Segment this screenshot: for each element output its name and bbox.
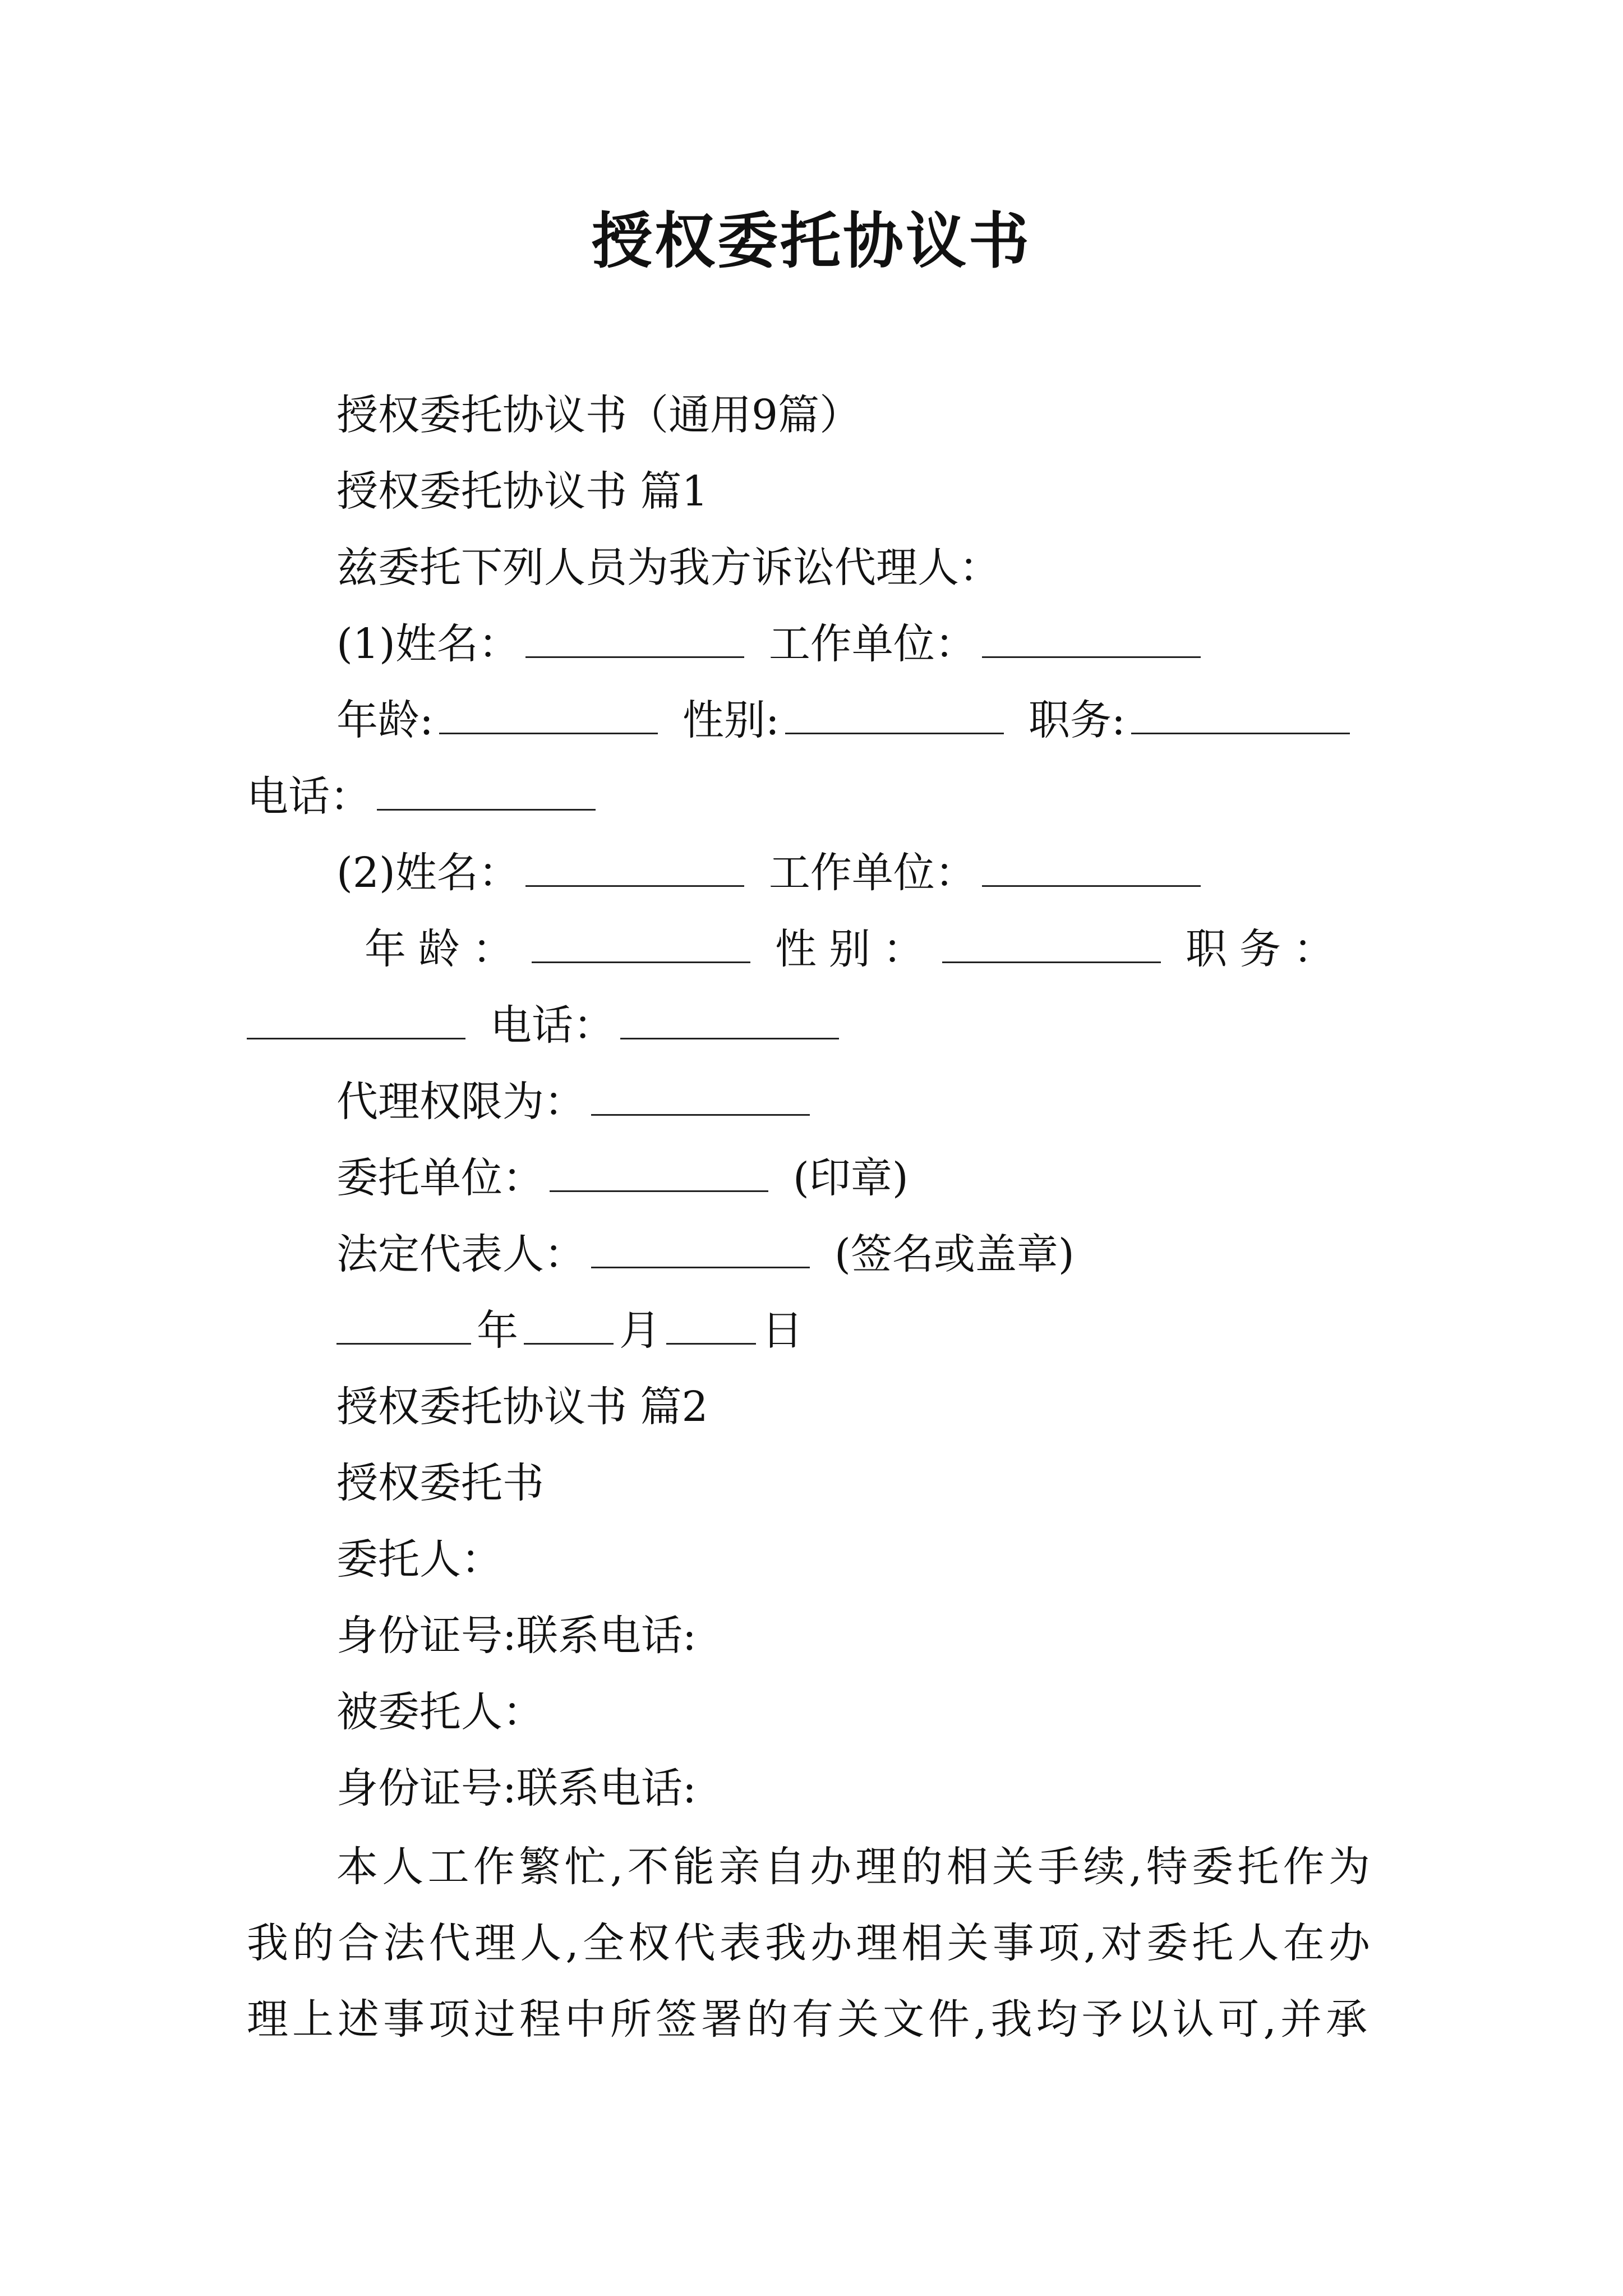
person1-row1 xyxy=(336,616,1206,672)
entrusting-unit-field[interactable] xyxy=(550,1151,768,1192)
section1-heading: 授权委托协议书 篇1 xyxy=(336,467,708,516)
person2-row3 xyxy=(247,997,845,1053)
person2-name-label: (2)姓名： xyxy=(336,849,520,897)
document-subtitle: 授权委托协议书（通用9篇） xyxy=(336,391,861,439)
person1-gender-field[interactable] xyxy=(785,693,1004,734)
person1-phone-field[interactable] xyxy=(377,770,596,811)
section2-heading: 授权委托协议书 篇2 xyxy=(336,1383,708,1431)
person2-phone-label: 电话： xyxy=(490,1001,615,1050)
person2-unit-label: 工作单位： xyxy=(768,849,976,897)
legal-rep-row xyxy=(336,1226,1075,1282)
date-day-label: 日 xyxy=(762,1306,803,1355)
person1-unit-field[interactable] xyxy=(982,617,1201,658)
agent-id-phone: 身份证号:联系电话: xyxy=(336,1764,697,1812)
date-year-label: 年 xyxy=(477,1306,518,1355)
person2-gender-field[interactable] xyxy=(942,922,1161,963)
person1-row2 xyxy=(336,692,1355,748)
section2-body-paragraph: 本人工作繁忙,不能亲自办理的相关手续,特委托作为我的合法代理人,全权代表我办理相关事项,对委托人在办理上述事项过程中所签署的有关文件,我均予以认可,并承 xyxy=(247,1843,1374,2044)
person2-row1 xyxy=(336,845,1206,901)
section2-doc-title: 授权委托书 xyxy=(336,1459,544,1507)
person1-gender-label: 性别: xyxy=(682,696,780,744)
person2-phone-field[interactable] xyxy=(620,999,839,1039)
person1-row3 xyxy=(247,769,601,825)
person1-title-label: 职务: xyxy=(1028,696,1126,744)
principal-label: 委托人： xyxy=(336,1535,502,1584)
authority-field[interactable] xyxy=(591,1075,810,1116)
document-title: 授权委托协议书 xyxy=(591,206,1031,277)
date-month-label: 月 xyxy=(619,1306,661,1355)
date-row xyxy=(336,1303,803,1359)
person1-age-field[interactable] xyxy=(439,693,658,734)
person2-row2 xyxy=(365,921,1347,977)
entrusting-unit-label: 委托单位： xyxy=(336,1154,544,1202)
authority-row xyxy=(336,1074,815,1130)
entrusting-unit-row xyxy=(336,1150,909,1206)
authority-label: 代理权限为： xyxy=(336,1078,585,1126)
person1-age-label: 年龄: xyxy=(336,696,434,744)
person1-phone-label: 电话： xyxy=(247,772,371,821)
person2-name-field[interactable] xyxy=(525,846,744,887)
person2-title-field[interactable] xyxy=(247,999,465,1039)
person1-unit-label: 工作单位： xyxy=(768,620,976,668)
person1-name-field[interactable] xyxy=(525,617,744,658)
agent-label: 被委托人： xyxy=(336,1688,544,1736)
section1-intro: 兹委托下列人员为我方诉讼代理人： xyxy=(336,544,1000,592)
date-month-field[interactable] xyxy=(524,1304,614,1345)
sign-note: (签名或盖章) xyxy=(834,1230,1075,1278)
date-year-field[interactable] xyxy=(336,1304,471,1345)
person1-title-field[interactable] xyxy=(1131,693,1350,734)
person2-title-label: 职务： xyxy=(1186,925,1347,973)
person2-age-field[interactable] xyxy=(532,922,750,963)
person1-name-label: (1)姓名： xyxy=(336,620,520,668)
person2-gender-label: 性别： xyxy=(775,925,937,973)
person2-age-label: 年龄： xyxy=(365,925,526,973)
person2-unit-field[interactable] xyxy=(982,846,1201,887)
legal-rep-field[interactable] xyxy=(591,1227,810,1268)
date-day-field[interactable] xyxy=(666,1304,756,1345)
seal-note: (印章) xyxy=(793,1154,909,1202)
legal-rep-label: 法定代表人： xyxy=(336,1230,585,1278)
principal-id-phone: 身份证号:联系电话: xyxy=(336,1612,697,1660)
